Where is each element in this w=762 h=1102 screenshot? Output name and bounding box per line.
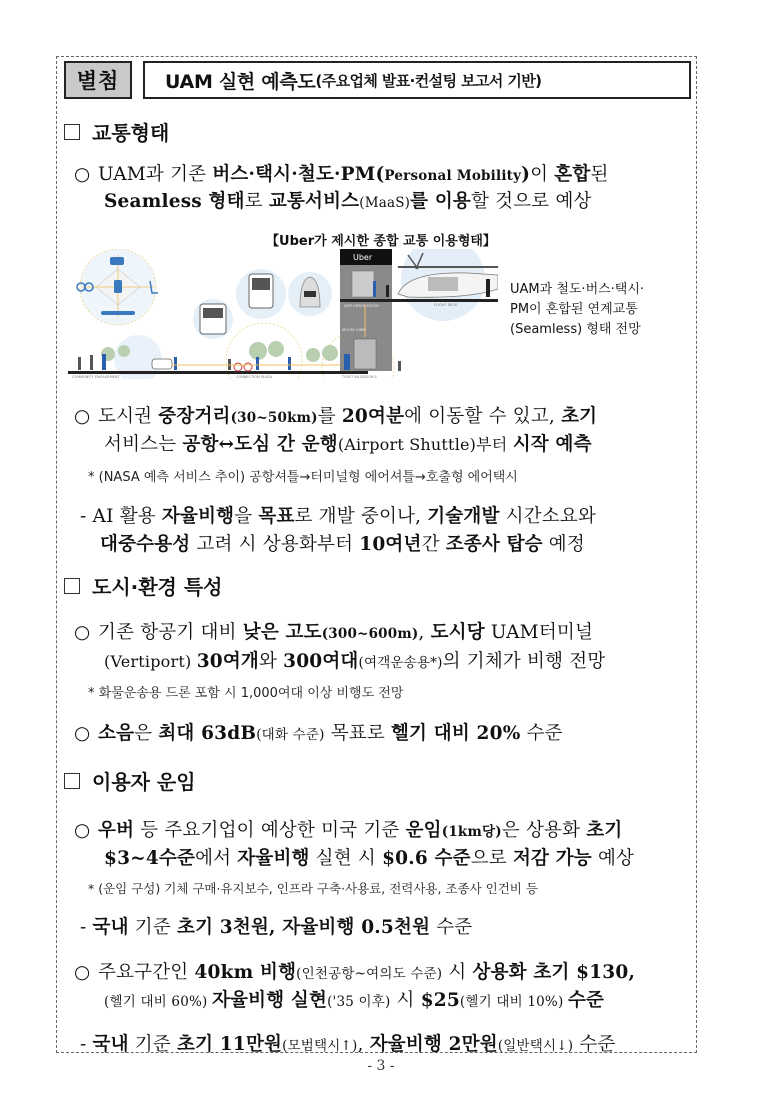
text: 도시권 (98, 406, 159, 427)
bold-text: 국내 (92, 917, 129, 938)
text: 시 (442, 962, 473, 983)
figure-description (510, 280, 690, 340)
bold-text: (30~50km) (230, 410, 318, 426)
paragraph-line (104, 430, 592, 456)
page-number: - 3 - (367, 1058, 395, 1074)
bold-text: 헬기 대비 20% (390, 723, 521, 744)
bold-text: 국내 (92, 1034, 129, 1055)
paragraph-line (104, 647, 605, 673)
bold-text: 자율비행 (237, 848, 310, 869)
text: 주요구간인 (98, 962, 195, 983)
svg-text:FLIGHT DECK: FLIGHT DECK (434, 303, 458, 307)
figure-description-line: PM이 혼합된 연계교통 (510, 302, 638, 317)
bold-text: 40km 비행 (194, 962, 297, 983)
text: 실현 시 (309, 848, 383, 869)
footnote: * (NASA 예측 서비스 추이) 공항셔틀→터미널형 에어셔틀→호출형 에어택시 (88, 470, 518, 485)
text: 고려 시 상용화부터 (190, 534, 360, 555)
dash-bullet-icon: - (80, 506, 87, 527)
text: AI 활용 (92, 506, 162, 527)
paragraph-line (80, 502, 596, 528)
text: (대화 수준) (256, 727, 325, 743)
circle-bullet-icon: ○ (74, 723, 91, 744)
dash-bullet-icon: - (80, 1034, 87, 1055)
paragraph-line (100, 530, 585, 556)
svg-text:SECURE LOBBY: SECURE LOBBY (342, 328, 367, 332)
text: 시간소요와 (499, 506, 597, 527)
text: 기준 (128, 1034, 178, 1055)
text: ('35 이후) (327, 994, 391, 1010)
bold-text: 조종사 탑승 (445, 534, 543, 555)
text: 로 (244, 191, 269, 212)
text: 등 주요기업이 예상한 미국 기준 (134, 820, 406, 841)
paragraph-line (74, 402, 597, 428)
text: 할 것으로 예상 (471, 191, 592, 212)
bold-text: (300~600m) (321, 626, 419, 642)
bold-text: Seamless 형태 (104, 191, 245, 212)
text: (인천공항~여의도 수준) (296, 966, 443, 982)
bold-text: 초기 (561, 406, 598, 427)
square-bullet-icon (64, 773, 80, 789)
bold-text: 소음 (98, 723, 135, 744)
text: (여객운송용*) (358, 655, 443, 671)
section-heading-transport (62, 117, 169, 146)
text: 기존 항공기 대비 (98, 622, 243, 643)
bold-text: 우버 (98, 820, 135, 841)
text: (Airport Shuttle)부터 (337, 435, 513, 454)
paragraph-line (74, 958, 635, 984)
svg-text:COMMUNITY ENGAGEMENT: COMMUNITY ENGAGEMENT (72, 375, 120, 379)
circle-bullet-icon: ○ (74, 622, 91, 643)
text: 를 (317, 406, 342, 427)
bold-text: 자율비행 실현 (211, 990, 328, 1011)
paragraph-line (80, 1030, 615, 1056)
bold-text: 자율비행 2만원 (369, 1034, 498, 1055)
attachment-tag (64, 61, 132, 99)
bold-text: 30여개 (196, 651, 259, 672)
text: UAM터미널 (484, 622, 594, 643)
bold-text: 낮은 고도 (242, 622, 322, 643)
figure-caption: 【Uber가 제시한 종합 교통 이용형태】 (266, 234, 496, 249)
text: (Vertiport) (104, 652, 197, 671)
square-bullet-icon (64, 124, 80, 140)
figure-description-line: UAM과 철도·버스·택시· (510, 282, 645, 297)
text: 수준 (520, 723, 563, 744)
bold-text: 최대 63dB (158, 723, 257, 744)
svg-text:Uber: Uber (353, 253, 373, 262)
bold-text: 버스·택시·철도·PM(Personal Mobility) (212, 164, 531, 185)
circle-bullet-icon: ○ (74, 406, 91, 427)
text: (헬기 대비 60%) (104, 994, 212, 1010)
section-title: 이용자 운임 (92, 770, 196, 794)
text: (MaaS) (359, 195, 411, 211)
text: 와 (258, 651, 284, 672)
text: 예상 (591, 848, 635, 869)
bold-text: (1km당) (441, 824, 502, 840)
bold-text: 상용화 초기 $130, (472, 962, 636, 983)
text: UAM과 기존 (98, 164, 213, 185)
title-main: UAM 실현 예측도 (165, 70, 316, 93)
bold-text: 혼합 (554, 164, 591, 185)
text: (일반택시↓) (497, 1038, 574, 1054)
bold-text: 초기 11만원 (177, 1034, 283, 1055)
document-title (143, 61, 691, 99)
bold-text: $0.6 수준 (382, 848, 471, 869)
text: (모범택시↑) (282, 1038, 358, 1054)
svg-text:CONNECTION PLAZA: CONNECTION PLAZA (236, 375, 273, 379)
dash-bullet-icon: - (80, 917, 87, 938)
circle-bullet-icon: ○ (74, 164, 91, 185)
text: 서비스는 (104, 434, 183, 455)
bold-text: $25 (420, 990, 460, 1011)
text: 시 (390, 990, 421, 1011)
bold-text: 목표 (258, 506, 295, 527)
paragraph-line (104, 986, 604, 1012)
bold-text: 중장거리 (158, 406, 231, 427)
bold-text: $3~4수준 (104, 848, 196, 869)
text: 목표로 (324, 723, 391, 744)
text: 으로 (470, 848, 513, 869)
paragraph-line (74, 816, 622, 842)
text: , (357, 1034, 370, 1055)
bold-text: 운임 (405, 820, 442, 841)
paragraph-line (104, 844, 634, 870)
bold-text: 도시당 (430, 622, 485, 643)
bold-text: 20여분 (341, 406, 405, 427)
text: 에서 (195, 848, 238, 869)
attachment-tag-label: 별첨 (76, 69, 120, 93)
svg-text:GATE IDENTIFICATION: GATE IDENTIFICATION (344, 304, 379, 308)
text: (헬기 대비 10%) (459, 994, 568, 1010)
circle-bullet-icon: ○ (74, 962, 91, 983)
text: 에 이동할 수 있고, (404, 406, 562, 427)
text: 간 (421, 534, 446, 555)
bold-text: 10여년 (359, 534, 422, 555)
text: 이 (530, 164, 555, 185)
section-heading-fares (62, 766, 196, 795)
section-title: 교통형태 (92, 121, 170, 145)
text: 수준 (430, 917, 473, 938)
footnote: * (운임 구성) 기체 구매·유지보수, 인프라 구축·사용료, 전력사용, 조종사 인건비 등 (88, 881, 538, 896)
bold-text: 를 이용 (410, 191, 471, 212)
footnote: * 화물운송용 드론 포함 시 1,000여대 이상 비행도 전망 (88, 686, 404, 701)
section-title: 도시·환경 특성 (92, 575, 223, 599)
section-heading-urban-environment (62, 571, 222, 600)
bold-text: 기술개발 (427, 506, 500, 527)
paragraph-line (104, 187, 592, 213)
svg-text:TICKET VALIDATION &: TICKET VALIDATION & (342, 375, 377, 379)
bold-text: 초기 (586, 820, 623, 841)
bold-text: 300여대 (283, 651, 359, 672)
uber-transport-illustration (68, 249, 498, 379)
text: 기준 (128, 917, 178, 938)
bold-text: 수준 (567, 990, 605, 1011)
text: , (418, 622, 431, 643)
bold-text: 초기 3천원, 자율비행 0.5천원 (177, 917, 431, 938)
bold-text: 대중수용성 (100, 534, 191, 555)
paragraph-line (74, 719, 563, 745)
bold-text: 자율비행 (161, 506, 235, 527)
title-sub: (주요업체 발표·컨설팅 보고서 기반) (315, 71, 542, 90)
text: 예정 (542, 534, 585, 555)
paragraph-line (80, 913, 472, 939)
text: 을 (234, 506, 259, 527)
circle-bullet-icon: ○ (74, 820, 91, 841)
text: 된 (590, 164, 609, 185)
text: 의 기체가 비행 전망 (442, 651, 606, 672)
bold-text: 시작 예측 (512, 434, 592, 455)
text: 은 (134, 723, 159, 744)
figure-description-line: (Seamless) 형태 전망 (510, 322, 641, 337)
paragraph-line (74, 160, 609, 186)
text: 은 상용화 (501, 820, 587, 841)
bold-text: 공항↔도심 간 운행 (182, 434, 338, 455)
bold-text: 교통서비스 (268, 191, 360, 212)
paragraph-line (74, 618, 593, 644)
text: 로 개발 중이나, (294, 506, 428, 527)
bold-text: 저감 가능 (512, 848, 592, 869)
text: 수준 (573, 1034, 616, 1055)
square-bullet-icon (64, 578, 80, 594)
